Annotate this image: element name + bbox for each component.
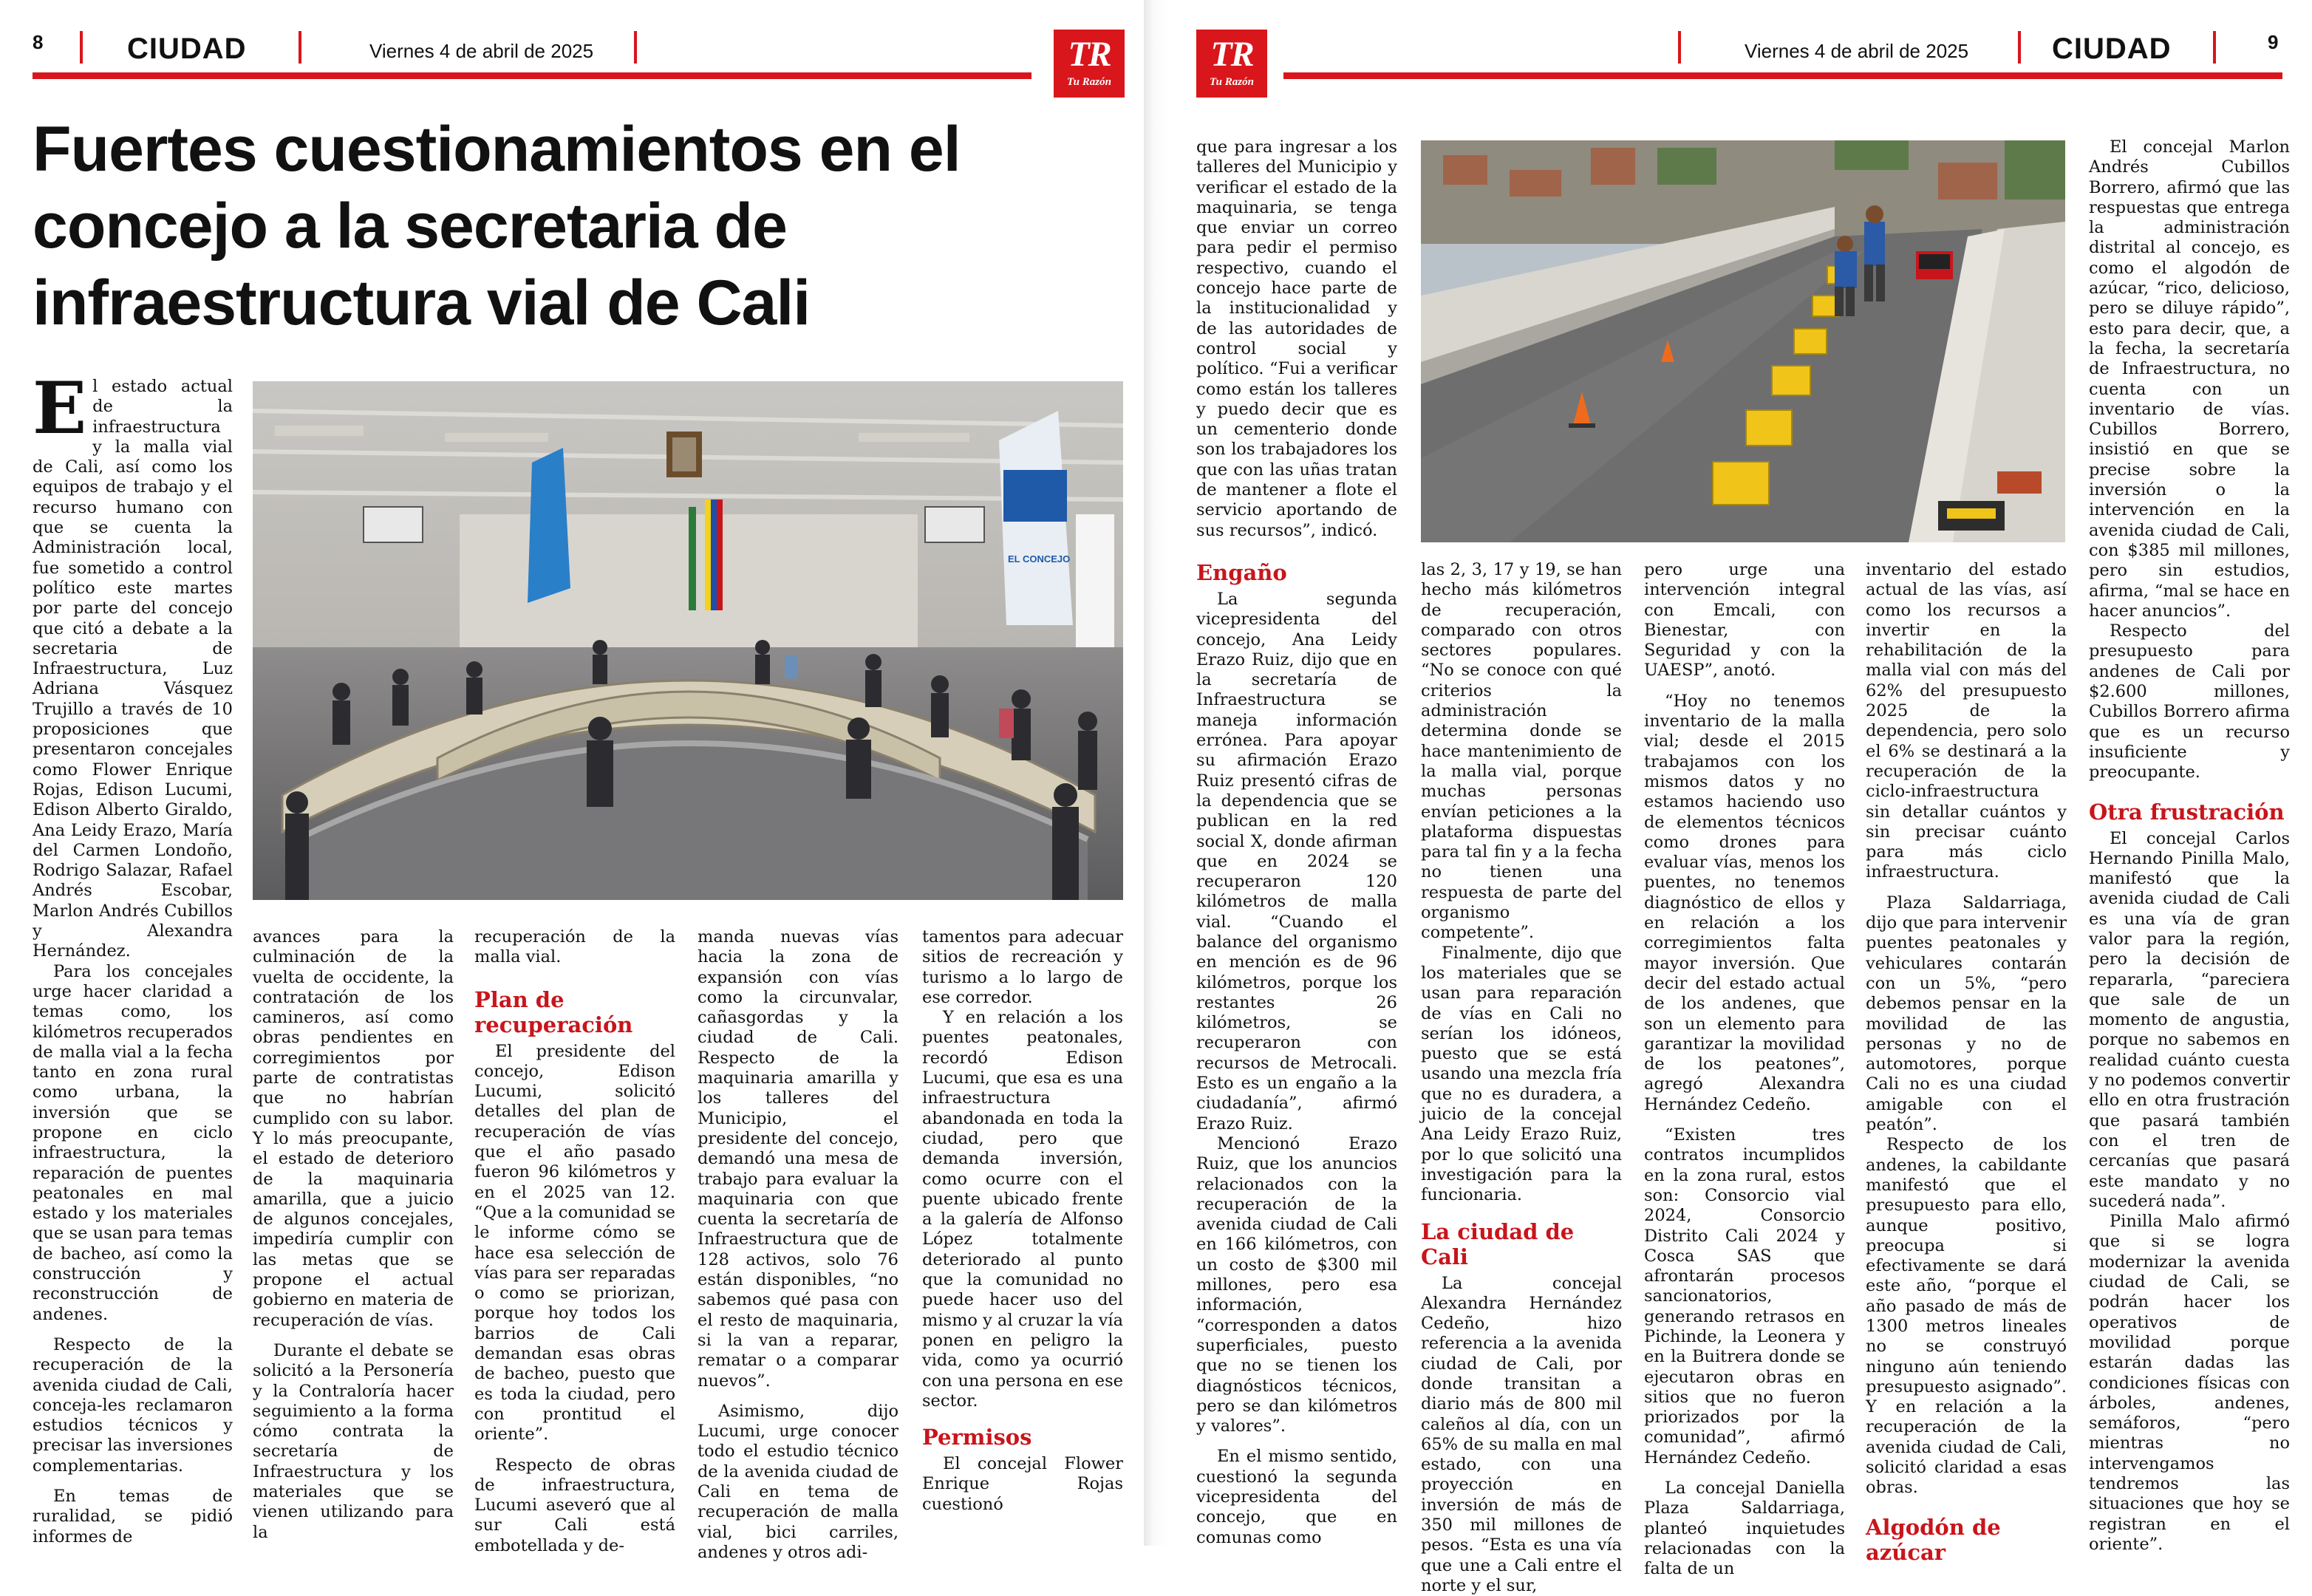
paragraph: Mencionó Erazo Ruiz, que los anuncios relacionados con la recuperación de la avenida ciudad de Cali en 166 kilómetros, con un costo de $300 mil millones, pero esa información, “corresponden a datos superficiales, puesto que no se tienen los diagnósticos técnicos, pero se dan kilómetros y valores”.: [1196, 1134, 1397, 1436]
paragraph: avances para la culminación de la vuelta de occidente, la contratación de los camineros, así como obras pendientes en corregimientos por parte de contratistas que no habrían cumplido con su labor. Y lo más preocupante, el estado de deterioro de la maquinaria amarilla, que a juicio de algunos concejales, impediría cumplir con las metas que se propone el actual gobierno en materia de recuperación de vías.: [253, 927, 454, 1331]
article-headline: Fuertes cuestionamientos en el concejo a la secretaria de infraestructura vial de Cali: [33, 111, 1089, 341]
road-photo-illustration: [1421, 140, 2065, 542]
paragraph: Plaza Saldarriaga, dijo que para intervenir puentes peatonales y vehiculares contarán con un 5%, “pero debemos pensar en la movilidad de las personas y no de automotores, porque Cali no es una ciudad amigable con el peatón”.: [1866, 893, 2067, 1136]
header-rule: [33, 72, 1031, 79]
paragraph: Respecto del presupuesto para andenes de Cali por $2.600 millones, Cubillos Borrero afirma que es un recurso insuficiente y preocupante.: [2089, 621, 2290, 782]
paragraph: que para ingresar a los talleres del Municipio y verificar el estado de la maquinaria, se tenga que enviar un correo para pedir el permiso respectivo, cuando el concejo hace parte de la institucionalidad y de las autoridades de control social y político. “Fui a verificar como están los talleres y puedo decir que es un cementerio donde son los trabajadores los que con las uñas tratan de mantener a flote el servicio aportando de sus recursos”, indicó.: [1196, 137, 1397, 541]
paragraph: Asimismo, dijo Lucumi, urge conocer todo el estudio técnico de la avenida ciudad de Cali en tema de recuperación de malla vial, bici carriles, andenes y otros adi-: [698, 1402, 898, 1563]
lead-text: l estado actual de la infraestructura y la malla vial de Cali, así como los equipos de trabajo y el recurso humano con que se cuenta la Administración local, fue sometido a control político este martes por parte del concejo que citó a debate a la secretaria de Infraestructura, Luz Adriana Vásquez Trujillo a través de 10 proposiciones que presentaron concejales como Flower Enrique Rojas, Edison Lucumi, Edison Alberto Giraldo, Ana Leidy Erazo, María del Carmen Londoño, Rodrigo Salazar, Rafael Andrés Escobar, Marlon Andrés Cubillos y Alexandra Hernández.: [33, 377, 233, 961]
right-page: [1168, 0, 2312, 1546]
header-divider: [634, 31, 637, 64]
road-works-photo: [1421, 140, 2065, 542]
paragraph: El concejal Carlos Hernando Pinilla Malo, manifestó que la avenida ciudad de Cali es una vía de gran valor para la región, pero la decisión de repararla, “pareciera que sale de un momento de angustia, porque no sabemos en realidad cuánto cuesta y no podemos convertir ello en otra frustración que pasará también con el tren de cercanías que pasará este mandato y no sucederá nada”.: [2089, 829, 2290, 1213]
banner-text: EL CONCEJO: [1008, 553, 1070, 565]
logo-letters: TR: [1196, 34, 1267, 75]
header-divider: [299, 31, 301, 64]
left-banner: [528, 448, 570, 603]
paragraph: Respecto de los andenes, la cabildante manifestó que el presupuesto para ello, aunque positivo, preocupa si efectivamente se dará este año, “porque el año pasado de más de 1300 metros lineales no se construyó ninguno aún teniendo presupuesto asignado”. Y en relación a la recuperación de la avenida ciudad de Cali, solicitó claridad a esas obras.: [1866, 1135, 2067, 1498]
tr-logo: [1196, 30, 1267, 98]
paragraph: manda nuevas vías hacia la zona de expansión con vías como la circunvalar, cañasgordas y la ciudad de Cali. Respecto de la maquinaria amarilla y los talleres del Municipio, el presidente del concejo, demandó una mesa de trabajo para evaluar la maquinaria con que cuenta la secretaría de Infraestructura que de 128 activos, solo 76 están disponibles, “no sabemos qué pasa con el resto de maquinaria, si la van a reparar, rematar o a comparar nuevos”.: [698, 927, 898, 1391]
paragraph: las 2, 3, 17 y 19, se han hecho más kilómetros de recuperación, comparado con otros sectores populares. “No se conoce con qué criterios la administración determina donde se hace mantenimiento de la malla vial, porque muchas personas envían peticiones a la plataforma dispuestas para tal fin y a la fecha no tienen una respuesta de parte del organismo competente”.: [1421, 560, 1622, 944]
paragraph: Para los concejales urge hacer claridad a temas como, los kilómetros recuperados de malla vial a la fecha tanto en zona rural como urbana, la inversión que se propone en ciclo infraestructura, la reparación de puentes peatonales en mal estado y los materiales que se usan para temas de bacheo, así como la construcción y reconstrucción de andenes.: [33, 962, 233, 1325]
issue-date: Viernes 4 de abril de 2025: [1745, 40, 1968, 63]
paragraph: tamentos para adecuar sitios de recreación y turismo a lo largo de ese corredor.: [922, 927, 1123, 1008]
concejo-chamber-photo: [253, 381, 1123, 900]
lead-paragraph: [33, 377, 233, 962]
logo-tagline: Tu Razón: [1054, 75, 1125, 89]
header-divider: [2018, 31, 2021, 64]
column-3: [474, 927, 675, 1556]
paragraph: La concejal Daniella Plaza Saldarriaga, planteó inquietudes relacionadas con la falta de un: [1644, 1479, 1845, 1579]
header-divider: [1678, 31, 1681, 64]
paragraph: inventario del estado actual de las vías, así como los recursos a invertir en la rehabilitación de la malla vial con más del 62% del presupuesto 2025 de la dependencia, pero solo el 6% se destinará a la recuperación de la ciclo-infraestructura sin detallar cuántos y sin precisar cuánto para más ciclo infraestructura.: [1866, 560, 2067, 883]
header-divider: [80, 31, 83, 64]
paragraph: Respecto de obras de infraestructura, Lucumi aseveró que al sur Cali está embotellada y de-: [474, 1456, 675, 1556]
paragraph: En temas de ruralidad, se pidió informes de: [33, 1487, 233, 1547]
paragraph: pero urge una intervención integral con Emcali, con Bienestar, con Seguridad y con la UAESP”, anotó.: [1644, 560, 1845, 681]
paragraph: La segunda vicepresidenta del concejo, Ana Leidy Erazo Ruiz, dijo que en la secretaría de Infraestructura se maneja información errónea. Para apoyar su afirmación Erazo Ruiz presentó cifras de la dependencia que se publican en la red social X, donde afirman que en 2024 se recuperaron 120 kilómetros de malla vial. “Cuando el balance del organismo en mención es de 96 kilómetros, porque los restantes 26 kilómetros, se recuperaron con recursos de Metrocali. Esto es un engaño a la ciudadanía”, afirmó Erazo Ruiz.: [1196, 590, 1397, 1134]
paragraph: “Hoy no tenemos inventario de la malla vial; desde el 2015 trabajamos con los mismos datos y no estamos haciendo uso de elementos técnicos como drones para evaluar vías, menos los puentes, no tenemos diagnóstico de ellos y en relación a los corregimientos falta mayor inversión. Que decir del estado actual de los andenes, que son un elemento para garantizar la movilidad de los peatones”, agregó Alexandra Hernández Cedeño.: [1644, 692, 1845, 1115]
paragraph: Durante el debate se solicitó a la Personería y la Contraloría hacer seguimiento a la forma cómo contrata la secretaría de Infraestructura y los materiales que se vienen utilizando para la: [253, 1341, 454, 1543]
paragraph: Finalmente, dijo que los materiales que se usan para reparación de vías en Cali no serían los idóneos, puesto que se está usando una mezcla fría que no es duradera, a juicio de la concejal Ana Leidy Erazo Ruiz, por lo que solicitó una investigación para la funcionaria.: [1421, 944, 1622, 1206]
paragraph: La concejal Alexandra Hernández Cedeño, hizo referencia a la avenida ciudad de Cali, por donde transitan a diario más de 800 mil caleños al día, con un 65% de su malla en mal estado, con una proyección en inversión de más de 350 mil millones de pesos. “Esta es una vía que une a Cali entre el norte y el sur,: [1421, 1274, 1622, 1596]
issue-date: Viernes 4 de abril de 2025: [369, 40, 593, 63]
subheading-permisos: Permisos: [922, 1425, 1123, 1450]
subheading-la-ciudad-de-cali: La ciudad de Cali: [1421, 1219, 1622, 1269]
paragraph: “Existen tres contratos incumplidos en la zona rural, estos son: Consorcio vial 2024, Consorcio Distrito Cali 2024 y Cosca SAS que afrontarán procesos sancionatorios, generando retrasos en Pichinde, la Leonera y en la Buitrera donde se ejecutaron obras en sitios que no fueron priorizados por la comunidad”, afirmó Hernández Cedeño.: [1644, 1125, 1845, 1468]
paragraph: En el mismo sentido, cuestionó la segunda vicepresidenta del concejo, que en comunas como: [1196, 1447, 1397, 1547]
column-3: [1644, 560, 1845, 1580]
tr-logo: [1054, 30, 1125, 98]
subheading-otra-frustracion: Otra frustración: [2089, 799, 2290, 825]
logo-letters: TR: [1054, 34, 1125, 75]
page-gutter: [1144, 0, 1168, 1546]
header-divider: [2213, 31, 2216, 64]
left-page: [0, 0, 1144, 1546]
paragraph: El concejal Flower Enrique Rojas cuestionó: [922, 1454, 1123, 1515]
section-name: CIUDAD: [127, 33, 247, 66]
paragraph: Y en relación a los puentes peatonales, recordó Edison Lucumi, que esa es una infraestructura abandonada en toda la ciudad, pero que demanda inversión, como ocurre con el puente ubicado frente a la galería de Alfonso López totalmente deteriorado al punto que la comunidad no puede hacer uso del mismo y al cruzar la vía ponen en peligro la vida, como ya ocurrió con una persona en ese sector.: [922, 1008, 1123, 1411]
paragraph: Respecto de la recuperación de la avenida ciudad de Cali, conceja-les reclamaron estudios técnicos y precisar las inversiones complementarias.: [33, 1335, 233, 1476]
header-rule: [1283, 72, 2282, 79]
column-4: [1866, 560, 2067, 1569]
paragraph: El presidente del concejo, Edison Lucumi, solicitó detalles del plan de recuperación de vías que el año pasado fueron 96 kilómetros y en el 2025 van 12. “Que a la comunidad se le informe cómo se hace esa selección de vías para ser reparadas o como se priorizan, porque hoy todos los barrios de Cali demandan esas obras de bacheo, puesto que es toda la ciudad, pero con prontitud el oriente”.: [474, 1042, 675, 1445]
column-1: [1196, 137, 1397, 1548]
column-4: [698, 927, 898, 1563]
chamber-photo-illustration: [253, 381, 1123, 900]
drop-cap: E: [33, 380, 86, 437]
subheading-plan-de-recuperacion: Plan de recuperación: [474, 987, 675, 1037]
column-5: [2089, 137, 2290, 1555]
paragraph: El concejal Marlon Andrés Cubillos Borrero, afirmó que las respuestas que entrega la administración distrital al concejo, es como el algodón de azúcar, “rico, delicioso, pero se diluye rápido”, esto para decir, que, a la fecha, la secretaría de Infraestructura, no cuenta con un inventario de vías. Cubillos Borrero, insistió en que se precise sobre la inversión o la intervención en la avenida ciudad de Cali, con $385 mil millones, pero sin estudios, afirma, “mal se hace en hacer anuncios”.: [2089, 137, 2290, 621]
section-name: CIUDAD: [2052, 33, 2172, 66]
paragraph: recuperación de la malla vial.: [474, 927, 675, 968]
page-number: 8: [33, 31, 43, 54]
column-1: [33, 377, 233, 1547]
subheading-algodon-de-azucar: Algodón de azúcar: [1866, 1515, 2067, 1565]
subheading-engano: Engaño: [1196, 560, 1397, 585]
paragraph: Pinilla Malo afirmó que si se logra modernizar la avenida ciudad de Cali, se podrán hacer los operativos de movilidad porque estarán dadas las condiciones físicas con árboles, andenes, semáforos, “pero mientras no intervengamos tendremos las situaciones que hoy se registran en el oriente”.: [2089, 1212, 2290, 1555]
column-2: [1421, 560, 1622, 1596]
column-5: [922, 927, 1123, 1515]
column-2: [253, 927, 454, 1543]
logo-tagline: Tu Razón: [1196, 75, 1267, 89]
page-number: 9: [2268, 31, 2278, 54]
